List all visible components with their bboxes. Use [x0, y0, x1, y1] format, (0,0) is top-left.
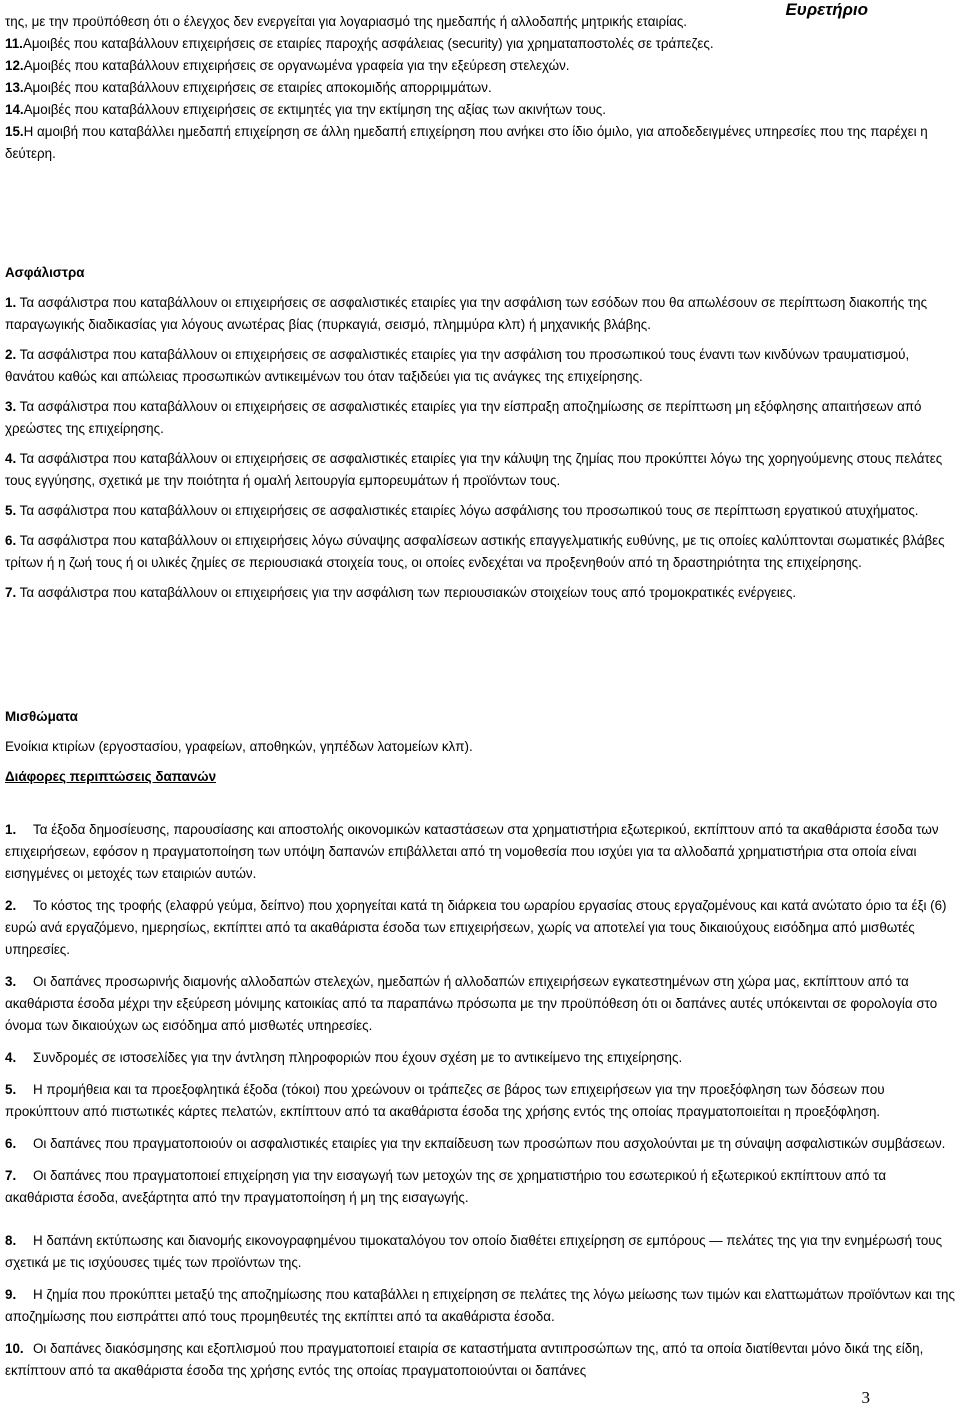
item-number: 4. — [5, 1050, 17, 1065]
item-text: Τα ασφάλιστρα που καταβάλλουν οι επιχειρήσεις σε ασφαλιστικές εταιρίες για την ασφάλιση του προσωπικού τους έναντι των κινδύνων τραυματισμού, θανάτου καθώς και απώλειας προσωπικών αντικειμένων του όταν ταξιδεύει για τις ανάγκες της επιχείρησης. — [5, 347, 910, 384]
misc-item-10 — [5, 1338, 955, 1382]
item-text: Η προμήθεια και τα προεξοφλητικά έξοδα (τόκοι) που χρεώνουν οι τράπεζες σε βάρος των επιχειρήσεων για την προεξόφληση των δόσεων που προκύπτουν από πιστωτικές κάρτες πελατών, εκπίπτουν από τα ακαθάριστα έσοδα της χρήσης εντός της οποίας πραγματοποιείται η προεξόφληση. — [5, 1082, 885, 1119]
insurance-item-7 — [5, 582, 955, 604]
fees-item-12 — [5, 55, 955, 77]
insurance-item-3 — [5, 396, 955, 440]
insurance-item-5 — [5, 500, 955, 522]
item-text: Συνδρομές σε ιστοσελίδες για την άντληση πληροφοριών που έχουν σχέση με το αντικείμενο της επιχείρησης. — [33, 1050, 683, 1065]
item-text: Η αμοιβή που καταβάλλει ημεδαπή επιχείρηση σε άλλη ημεδαπή επιχείρηση που ανήκει στο ίδιο όμιλο, για αποδεδειγμένες υπηρεσίες που της παρέχει η δεύτερη. — [5, 124, 928, 161]
item-number: 9. — [5, 1287, 17, 1302]
item-number: 7. — [5, 1168, 17, 1183]
fees-item-11 — [5, 33, 955, 55]
misc-item-1 — [5, 819, 955, 885]
misc-heading: Διάφορες περιπτώσεις δαπανών — [5, 769, 217, 784]
misc-section — [5, 819, 955, 1209]
item-number: 5. — [5, 1082, 17, 1097]
item-text: Αμοιβές που καταβάλλουν επιχειρήσεις σε εταιρίες αποκομιδής απορριμμάτων. — [23, 80, 492, 95]
rents-text: Ενοίκια κτιρίων (εργοστασίου, γραφείων, αποθηκών, γηπέδων λατομείων κλπ). — [5, 739, 473, 754]
page-number: 3 — [861, 1388, 870, 1407]
rents-section — [5, 706, 955, 788]
fees-item-14 — [5, 99, 955, 121]
item-text: Αμοιβές που καταβάλλουν επιχειρήσεις σε εκτιμητές για την εκτίμηση της αξίας των ακινήτων τους. — [23, 102, 606, 117]
item-number: 3. — [5, 974, 17, 989]
item-text: Η δαπάνη εκτύπωσης και διανομής εικονογραφημένου τιμοκαταλόγου τον οποίο διαθέτει επιχείρηση σε εμπόρους — πελάτες της για την ενημέρωσή τους σχετικά με τις ισχύουσες τιμές των προϊόντων της. — [5, 1233, 943, 1270]
fees-item-15 — [5, 121, 955, 165]
misc-item-2 — [5, 895, 955, 961]
rents-heading: Μισθώματα — [5, 709, 78, 724]
item-number: 15. — [5, 124, 24, 139]
item-number: 4. — [5, 451, 17, 466]
insurance-item-2 — [5, 344, 955, 388]
item-number: 2. — [5, 898, 17, 913]
misc-item-6 — [5, 1133, 955, 1155]
fees-intro: της, με την προϋπόθεση ότι ο έλεγχος δεν ενεργείται για λογαριασμό της ημεδαπής ή αλλοδαπής μητρικής εταιρίας. — [5, 14, 687, 29]
insurance-item-1 — [5, 292, 955, 336]
item-number: 11. — [5, 36, 23, 51]
item-text: Οι δαπάνες προσωρινής διαμονής αλλοδαπών στελεχών, ημεδαπών ή αλλοδαπών επιχειρήσεων εγκατεστημένων στη χώρα μας, εκπίπτουν από τα ακαθάριστα έσοδα μέχρι την εξεύρεση μόνιμης κατοικίας από τα παραπάνω πρόσωπα με την προϋπόθεση ότι οι δαπάνες αυτές υπόκεινται σε φορολογία στο όνομα των δικαιούχων ως εισόδημα από μισθωτές υπηρεσίες. — [5, 974, 938, 1033]
item-text: Τα ασφάλιστρα που καταβάλλουν οι επιχειρήσεις σε ασφαλιστικές εταιρίες για την κάλυψη της ζημίας που προκύπτει λόγω της χορηγούμενης στους πελάτες τους εγγύησης, σχετικά με την ποιότητα ή ομαλή λειτουργία εμπορευμάτων ή προϊόντων τους. — [5, 451, 943, 488]
item-number: 3. — [5, 399, 17, 414]
item-number: 6. — [5, 1136, 17, 1151]
insurance-item-4 — [5, 448, 955, 492]
item-text: Οι δαπάνες διακόσμησης και εξοπλισμού που πραγματοποιεί εταιρία σε καταστήματα αντιπροσώπων της, από τα οποία διατίθενται μόνο δικά της είδη, εκπίπτουν από τα ακαθάριστα έσοδα της χρήσης εντός της οποίας πραγματοποιούνται οι δαπάνες — [5, 1341, 924, 1378]
misc-item-5 — [5, 1079, 955, 1123]
misc-item-9 — [5, 1284, 955, 1328]
item-number: 13. — [5, 80, 24, 95]
misc-section-continued — [5, 1230, 955, 1382]
misc-item-4 — [5, 1047, 955, 1069]
item-text: Οι δαπάνες που πραγματοποιούν οι ασφαλιστικές εταιρίες για την εκπαίδευση των προσώπων που ασχολούνται με τη σύναψη ασφαλιστικών συμβάσεων. — [33, 1136, 946, 1151]
insurance-item-6 — [5, 530, 955, 574]
item-text: Τα ασφάλιστρα που καταβάλλουν οι επιχειρήσεις λόγω σύναψης ασφαλίσεων αστικής επαγγελματικής ευθύνης, με τις οποίες καλύπτονται σωματικές βλάβες τρίτων ή η ζωή τους ή οι υλικές ζημίες σε περιουσιακά στοιχεία τους, οι οποίες ενδεχέται να προξενηθούν από τη δραστηριότητα της επιχείρησης. — [5, 533, 945, 570]
item-number: 7. — [5, 585, 17, 600]
item-text: Τα ασφάλιστρα που καταβάλλουν οι επιχειρήσεις σε ασφαλιστικές εταιρίες λόγω ασφάλισης του προσωπικού τους σε περίπτωση εργατικού ατυχήματος. — [19, 503, 919, 518]
item-number: 1. — [5, 822, 17, 837]
misc-item-3 — [5, 971, 955, 1037]
index-link[interactable]: Ευρετήριο — [785, 0, 868, 19]
item-number: 8. — [5, 1233, 17, 1248]
misc-item-8 — [5, 1230, 955, 1274]
insurance-heading: Ασφάλιστρα — [5, 265, 85, 280]
item-text: Η ζημία που προκύπτει μεταξύ της αποζημίωσης που καταβάλλει η επιχείρηση σε πελάτες της λόγω μείωσης των τιμών και ελαττωμάτων προϊόντων και της αποζημίωσης που εισπράττει από τους προμηθευτές της εκπίπτει από τα ακαθάριστα έσοδα. — [5, 1287, 955, 1324]
misc-item-7 — [5, 1165, 955, 1209]
item-number: 10. — [5, 1341, 24, 1356]
fees-item-13 — [5, 77, 955, 99]
item-number: 14. — [5, 102, 24, 117]
item-number: 2. — [5, 347, 17, 362]
item-text: Το κόστος της τροφής (ελαφρύ γεύμα, δείπνο) που χορηγείται κατά τη διάρκεια του ωραρίου εργασίας στους εργαζομένους και κατά ανώτατο όριο τα έξι (6) ευρώ ανά εργαζόμενο, ημερησίως, εκπίπτει από τα ακαθάριστα έσοδα των επιχειρήσεων, χωρίς να αποτελεί για τους δικαιούχους εισόδημα από μισθωτές υπηρεσίες. — [5, 898, 947, 957]
item-text: Τα ασφάλιστρα που καταβάλλουν οι επιχειρήσεις σε ασφαλιστικές εταιρίες για την είσπραξη αποζημίωσης σε περίπτωση μη εξόφλησης απαιτήσεων από χρεώστες της επιχείρησης. — [5, 399, 922, 436]
item-number: 6. — [5, 533, 17, 548]
item-number: 1. — [5, 295, 17, 310]
item-text: Τα ασφάλιστρα που καταβάλλουν οι επιχειρήσεις για την ασφάλιση των περιουσιακών στοιχείων τους από τρομοκρατικές ενέργειες. — [19, 585, 797, 600]
item-text: Αμοιβές που καταβάλλουν επιχειρήσεις σε οργανωμένα γραφεία για την εξεύρεση στελεχών. — [23, 58, 570, 73]
item-text: Τα ασφάλιστρα που καταβάλλουν οι επιχειρήσεις σε ασφαλιστικές εταιρίες για την ασφάλιση των εσόδων που θα απωλέσουν σε περίπτωση διακοπής της παραγωγικής διαδικασίας για λόγους ανωτέρας βίας (πυρκαγιά, σεισμό, πλημμύρα κλπ) ή μηχανικής βλάβης. — [5, 295, 928, 332]
insurance-section — [5, 262, 955, 604]
item-number: 5. — [5, 503, 17, 518]
item-text: Οι δαπάνες που πραγματοποιεί επιχείρηση για την εισαγωγή των μετοχών της σε χρηματιστήριο του εσωτερικού ή εξωτερικού εκπίπτουν από τα ακαθάριστα έσοδα, ανεξάρτητα από την πραγματοποίηση ή μη της εισαγωγής. — [5, 1168, 887, 1205]
item-number: 12. — [5, 58, 24, 73]
item-text: Τα έξοδα δημοσίευσης, παρουσίασης και αποστολής οικονομικών καταστάσεων στα χρηματιστήρια εξωτερικού, εκπίπτουν από τα ακαθάριστα έσοδα των επιχειρήσεων, εφόσον η πραγματοποίηση των υπόψη δαπανών επιβάλλεται από τη νομοθεσία που ισχύει για τα αλλοδαπά χρηματιστήρια στα οποία είναι εισηγμένες οι μετοχές των εταιριών αυτών. — [5, 822, 939, 881]
item-text: Αμοιβές που καταβάλλουν επιχειρήσεις σε εταιρίες παροχής ασφάλειας (security) για χρηματαποστολές σε τράπεζες. — [22, 36, 714, 51]
fees-section — [5, 11, 955, 165]
